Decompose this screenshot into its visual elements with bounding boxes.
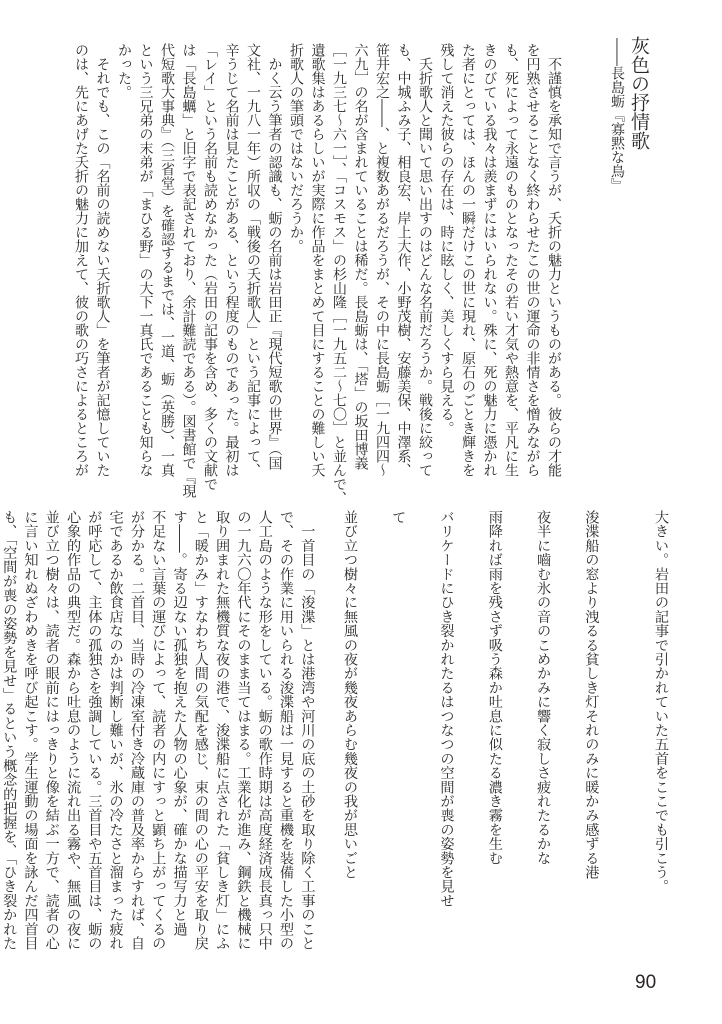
- text-line: かった。: [116, 43, 132, 99]
- text-line: に言い知れぬざわめきを呼び起こす。学生運動の場面を詠んだ四首目: [22, 510, 39, 951]
- text-line: と「暖かみ」すなわち人間の気配を感じ、束の間の心の平安を取り戻: [192, 510, 209, 951]
- text-line: それでも、この「名前の読めない夭折歌人」を筆者が記憶していた: [94, 43, 111, 477]
- article-title: [627, 36, 651, 150]
- article-subtitle: [606, 38, 628, 192]
- text-line: ［一九三七～六一］、「コスモス」の杉山隆［一九五二～七〇］と並んで、: [331, 43, 347, 505]
- tanka-line: て: [390, 510, 407, 525]
- text-line: た者にとっては、ほんの一瞬だけこの世に現れ、原石のごとき輝きを: [460, 43, 476, 477]
- text-line: 辛うじて名前は見たことがある、という程度のものであった。最初は: [223, 43, 240, 477]
- text-line: 不謹慎を承知で言うが、夭折の魅力というものがある。彼らの才能: [546, 43, 562, 477]
- text-line: 人工島のような形をしている。蛎の歌作時期は高度経済成長真っ只中: [256, 510, 273, 951]
- body-text-lower: [0, 510, 671, 964]
- text-line: 六九］の名が含まれていることは稀だ。長島蛎は、「塔」の坂田博義: [352, 43, 369, 470]
- text-line: かく云う筆者の認識も、蛎の名前は岩田正『現代短歌の世界』（国: [266, 43, 283, 470]
- text-line: きのびている我々は羨まずにはいられない。殊に、死の魅力に憑かれ: [481, 43, 498, 477]
- tanka-line: 夜半に嚙む氷の音のこめかみに響く寂しさ疲れたるかな: [535, 510, 552, 865]
- text-line: を円熟させることなく終わらせたこの世の運命の非情さを憎みながら: [524, 43, 541, 477]
- article-subtitle-text: ――長島蛎『寡黙な鳥』: [609, 38, 625, 192]
- text-line: のは、先にあげた夭折の魅力に加えて、彼の歌の巧さによるところが: [73, 43, 89, 477]
- text-line: 残して消えた彼らの存在は、時に眩しく、美しくすら見える。: [438, 43, 455, 435]
- text-line: も、中城ふみ子、相良宏、岸上大作、小野茂樹、安藤美保、中澤系、: [395, 43, 412, 477]
- text-line: 一首目の「浚渫」とは港湾や河川の底の土砂を取り除く工事のこと: [299, 510, 316, 951]
- text-line: す――。寄る辺ない孤独を抱えた人物の心象が、確かな描写力と過: [171, 510, 188, 936]
- text-line: 宅であるか飲食店なのかは判断し難いが、氷の冷たさと溜まった疲れ: [107, 510, 124, 951]
- tanka-line: 浚渫船の窓より洩るる貧しき灯それのみに暖かみ感ずる港: [583, 510, 600, 880]
- text-line: 夭折歌人と聞いて思い出すのはどんな名前だろうか。戦後に絞って: [417, 43, 433, 477]
- text-line: 遺歌集はあるらしいが実際に作品をまとめて目にすることの難しい夭: [309, 43, 326, 477]
- text-line: 「レイ」という名前も読めなかった（岩田の記事を含め、多くの文献で: [202, 43, 218, 491]
- blank-line: [317, 510, 338, 964]
- text-line: で、その作業に用いられる浚渫船は一見すると重機を装備した小型の: [278, 510, 295, 951]
- text-line: 取り囲まれた無機質な夜の港で、浚渫船に点された「貧しき灯」にふ: [214, 510, 231, 951]
- text-line: 心象的作品の典型だ。森から吐息のように流れ出る霧や、無風の夜に: [65, 510, 82, 951]
- page-number: 90: [635, 972, 657, 993]
- blank-line: [628, 510, 649, 964]
- text-line: という三兄弟の末弟が「まひる野」の大下一真氏であることも知らな: [137, 43, 154, 477]
- tanka-line: バリケードにひき裂かれたるはつなつの空間が喪の姿勢を見せ: [438, 510, 455, 908]
- text-line: も、「空間が喪の姿勢を見せ」るという概念的把握を、「ひき裂かれた: [1, 510, 18, 951]
- text-line: も、死によって永遠のものとなったその若い才気や熱意を、平凡に生: [503, 43, 519, 477]
- body-text-upper: [70, 43, 565, 505]
- text-line: 文社、一九八一年）所収の「戦後の夭折歌人」という記事によって、: [245, 43, 261, 477]
- tanka-line: 雨降れば雨を残さず吸う森か吐息に似たる濃き霧を生む: [486, 510, 503, 865]
- text-line: は「長島蠣」と旧字で表記されており、余計難読である）。図書館で『現: [180, 43, 197, 498]
- text-line: 大きい。岩田の記事で引かれていた五首をここでも引こう。: [653, 510, 669, 894]
- text-line: 折歌人の筆頭ではないだろうか。: [288, 43, 304, 253]
- text-line: の一九六〇年代にそのまま当てはまる。工業化が進み、鋼鉄と機械に: [235, 510, 252, 951]
- article-title-text: 灰色の抒情歌: [628, 36, 650, 150]
- text-line: 笹井宏之――、と複数あがるだろうが、その中に長島蛎［一九四四～: [374, 43, 390, 477]
- text-line: 並び立つ樹々は、読者の眼前にはっきりと像を結ぶ一方で、読者の心: [43, 510, 60, 951]
- text-line: 代短歌大事典』（三省堂）を確認するまでは、一道、蛎（英勝）、一真: [159, 43, 175, 477]
- text-line: が分かる。二首目、当時の冷凍室付き冷蔵庫の普及率からすれば、自: [128, 510, 145, 951]
- text-line: が呼応して、主体の孤独さを強調している。三首目や五首目は、蛎の: [86, 510, 103, 951]
- text-line: 不足ない言葉の運びによって、読者の内にすっと顕ち上がってくるの: [150, 510, 167, 951]
- tanka-line: 並び立つ樹々に無風の夜が幾夜あらむ幾夜の我が思いごと: [341, 510, 358, 880]
